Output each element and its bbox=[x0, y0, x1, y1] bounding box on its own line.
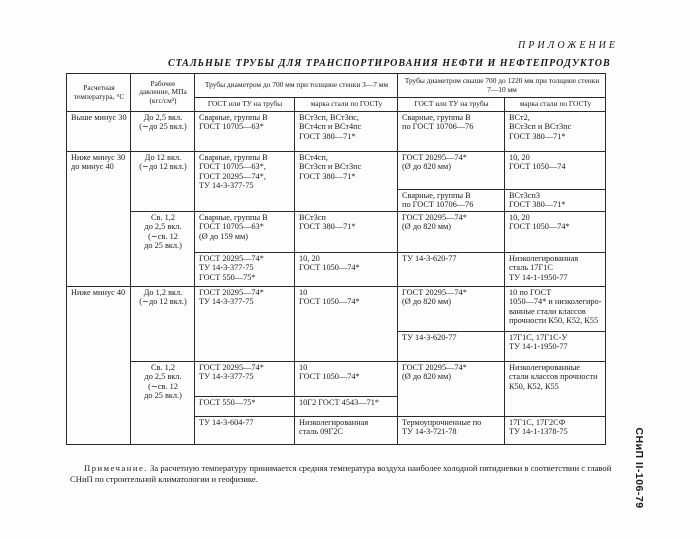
table-row bbox=[67, 287, 606, 332]
temp-cell: Ниже минус 30 до минус 40 bbox=[67, 152, 131, 287]
steel-large-cell: Низколегированная сталь 17Г1С ТУ 14-1-1950-77 bbox=[505, 253, 606, 287]
steel-large-cell: ВСт3сп3 ГОСТ 380—71* bbox=[505, 190, 606, 212]
header-steel-small: марка стали по ГОСТу bbox=[295, 98, 398, 112]
steel-small-cell: 10, 20 ГОСТ 1050—74* bbox=[295, 253, 398, 287]
gost-small-cell: Сварные, группы В ГОСТ 10705—63*, ГОСТ 20295—74*, ТУ 14-3-377-75 bbox=[195, 152, 295, 212]
gost-large-cell: Термоупрочненные по ТУ 14-3-721-78 bbox=[398, 417, 505, 445]
steel-small-cell: ВСт3сп, ВСт3пс, ВСт4сп и ВСт4пс ГОСТ 380—71* bbox=[295, 112, 398, 152]
steel-large-cell: ВСт2, ВСт3сп и ВСт3пс ГОСТ 380—71* bbox=[505, 112, 606, 152]
side-code-text: СНиП II-106-79 bbox=[633, 427, 645, 509]
steel-small-cell: 10Г2 ГОСТ 4543—71* bbox=[295, 397, 398, 417]
gost-small-cell: ГОСТ 20295—74* ТУ 14-3-377-75 bbox=[195, 287, 295, 362]
gost-large-cell: ГОСТ 20295—74* (Ø до 820 мм) bbox=[398, 212, 505, 253]
steel-small-cell: ВСт3сп ГОСТ 380—71* bbox=[295, 212, 398, 253]
pipes-table bbox=[66, 73, 606, 445]
steel-small-cell: Низколегированная сталь 09Г2С bbox=[295, 417, 398, 445]
steel-small-cell: 10 ГОСТ 1050—74* bbox=[295, 362, 398, 397]
steel-large-cell: 10 по ГОСТ 1050—74* и низколегиро- ванные стали классов прочности К50, К52, К55 bbox=[505, 287, 606, 332]
steel-large-cell: 17Г1С, 17Г1С-У ТУ 14-1-1950-77 bbox=[505, 332, 606, 362]
gost-small-cell: ТУ 14-3-604-77 bbox=[195, 417, 295, 445]
table-row bbox=[67, 212, 606, 253]
pressure-cell: Св. 1,2 до 2,5 вкл. (∼св. 12 до 25 вкл.) bbox=[131, 212, 195, 287]
gost-large-cell: ГОСТ 20295—74* (Ø до 820 мм) bbox=[398, 287, 505, 332]
steel-small-cell: ВСт4сп, ВСт3сп и ВСт3пс ГОСТ 380—71* bbox=[295, 152, 398, 212]
footnote-label: Примечание. bbox=[84, 463, 148, 473]
gost-large-cell: ТУ 14-3-620-77 bbox=[398, 332, 505, 362]
header-gost-large: ГОСТ или ТУ на трубы bbox=[398, 98, 505, 112]
appendix-label: ПРИЛОЖЕНИЕ bbox=[518, 40, 618, 51]
gost-large-cell: Сварные, группы В по ГОСТ 10706—76 bbox=[398, 112, 505, 152]
gost-large-cell: ГОСТ 20295—74* (Ø до 820 мм) bbox=[398, 362, 505, 417]
pressure-cell: До 1,2 вкл. (∼до 12 вкл.) bbox=[131, 287, 195, 362]
gost-small-cell: ГОСТ 20295—74* ТУ 14-3-377-75 bbox=[195, 362, 295, 397]
temp-cell: Выше минус 30 bbox=[67, 112, 131, 152]
steel-large-cell: 10, 20 ГОСТ 1050—74* bbox=[505, 212, 606, 253]
pressure-cell: Св. 1,2 до 2,5 вкл. (∼св. 12 до 25 вкл.) bbox=[131, 362, 195, 445]
footnote bbox=[70, 463, 622, 484]
steel-large-cell: 10, 20 ГОСТ 1050—74 bbox=[505, 152, 606, 190]
gost-large-cell: ГОСТ 20295—74* (Ø до 820 мм) bbox=[398, 152, 505, 190]
steel-large-cell: 17Г1С, 17Г2СФ ТУ 14-1-1378-75 bbox=[505, 417, 606, 445]
page-title: СТАЛЬНЫЕ ТРУБЫ ДЛЯ ТРАНСПОРТИРОВАНИЯ НЕФТИ И НЕФТЕПРОДУКТОВ bbox=[168, 58, 611, 69]
footnote-text: За расчетную температуру принимается средняя температура воздуха наиболее холодной пятидневки в соответствии с главой СНиП по строительной климатологии и геофизике. bbox=[70, 463, 612, 484]
table-row bbox=[67, 362, 606, 397]
gost-small-cell: Сварные, группы В ГОСТ 10705—63* (Ø до 159 мм) bbox=[195, 212, 295, 253]
gost-large-cell: Сварные, группы В по ГОСТ 10706—76 bbox=[398, 190, 505, 212]
gost-small-cell: ГОСТ 550—75* bbox=[195, 397, 295, 417]
pressure-cell: До 2,5 вкл. (∼до 25 вкл.) bbox=[131, 112, 195, 152]
gost-large-cell: ТУ 14-3-620-77 bbox=[398, 253, 505, 287]
header-group-large: Трубы диаметром свыше 700 до 1220 мм при толщине стенки 7—10 мм bbox=[398, 74, 606, 98]
temp-cell: Ниже минус 40 bbox=[67, 287, 131, 445]
side-code bbox=[631, 418, 647, 518]
header-temperature: Расчетная температура, °С bbox=[67, 74, 131, 112]
table-row bbox=[67, 152, 606, 190]
steel-large-cell: Низколегированные стали классов прочности К50, К52, К55 bbox=[505, 362, 606, 417]
header-pressure: Рабочее давление, МПа (кгс/см²) bbox=[131, 74, 195, 112]
header-gost-small: ГОСТ или ТУ на трубы bbox=[195, 98, 295, 112]
pressure-cell: До 12 вкл. (∼до 12 вкл.) bbox=[131, 152, 195, 212]
gost-small-cell: Сварные, группы В ГОСТ 10705—63* bbox=[195, 112, 295, 152]
steel-small-cell: 10 ГОСТ 1050—74* bbox=[295, 287, 398, 362]
table-row bbox=[67, 112, 606, 152]
gost-small-cell: ГОСТ 20295—74* ТУ 14-3-377-75 ГОСТ 550—75* bbox=[195, 253, 295, 287]
header-group-small: Трубы диаметром до 700 мм при толщине стенки 3—7 мм bbox=[195, 74, 398, 98]
header-steel-large: марка стали по ГОСТу bbox=[505, 98, 606, 112]
